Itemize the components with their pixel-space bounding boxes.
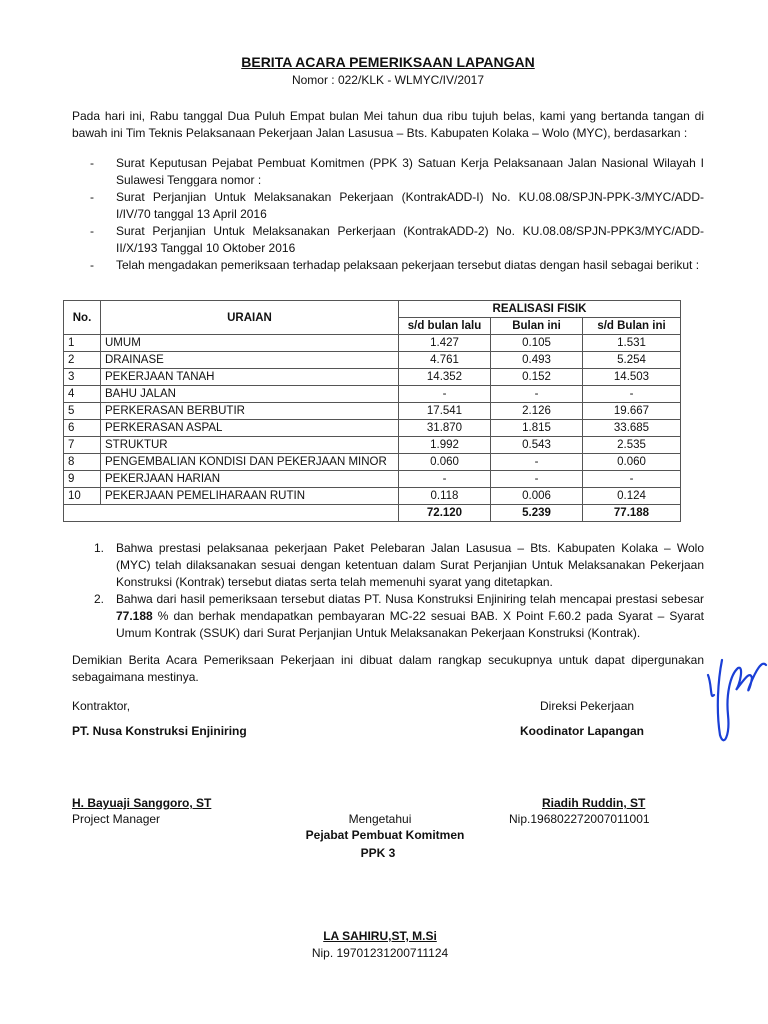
row-uraian: PERKERASAN ASPAL: [101, 420, 399, 437]
col-header: s/d Bulan ini: [583, 318, 681, 335]
row-number: 6: [64, 420, 101, 437]
row-value: 5.254: [583, 352, 681, 369]
row-value: -: [399, 386, 491, 403]
findings-list: [90, 540, 704, 642]
row-value: 1.531: [583, 335, 681, 352]
row-value: 2.535: [583, 437, 681, 454]
basis-list: [90, 155, 704, 274]
table-row: [64, 420, 681, 437]
row-uraian: STRUKTUR: [101, 437, 399, 454]
document-number: Nomor : 022/KLK - WLMYC/IV/2017: [291, 73, 485, 87]
row-value: 31.870: [399, 420, 491, 437]
row-value: 17.541: [399, 403, 491, 420]
intro-paragraph: Pada hari ini, Rabu tanggal Dua Puluh Empat bulan Mei tahun dua ribu tujuh belas, kami yang bertanda tangan di bawah ini Tim Teknis Pelaksanaan Pekerjaan Jalan Lasusua – Bts. Kabupaten Kolaka – Wolo (MYC), berdasarkan :: [72, 109, 704, 140]
row-value: 1.427: [399, 335, 491, 352]
total-row: [64, 505, 681, 522]
koordinator-label: Koodinator Lapangan: [520, 724, 644, 738]
row-uraian: PERKERASAN BERBUTIR: [101, 403, 399, 420]
row-number: 3: [64, 369, 101, 386]
koordinator-nip: Nip.196802272007011001: [509, 812, 650, 826]
table-row: [64, 386, 681, 403]
ppk-nip: Nip. 19701231200711124: [311, 946, 449, 960]
row-uraian: UMUM: [101, 335, 399, 352]
list-item: - Surat Perjanjian Untuk Melaksanakan Perkerjaan (KontrakADD-2) No. KU.08.08/SPJN-PPK3/MYC/ADD-II/X/193 Tanggal 10 Oktober 2016: [90, 223, 704, 257]
total-cell: 72.120: [399, 505, 491, 522]
row-value: 0.124: [583, 488, 681, 505]
pm-role: Project Manager: [72, 812, 161, 826]
row-number: 7: [64, 437, 101, 454]
row-value: 0.118: [399, 488, 491, 505]
row-value: 19.667: [583, 403, 681, 420]
row-value: -: [491, 454, 583, 471]
row-uraian: PEKERJAAN HARIAN: [101, 471, 399, 488]
col-header-realisasi: REALISASI FISIK: [399, 301, 681, 318]
signature-image: [700, 640, 768, 750]
row-value: 1.992: [399, 437, 491, 454]
item-text: Bahwa prestasi pelaksanaa pekerjaan Paket Pelebaran Jalan Lasusua – Bts. Kabupaten Kolaka – Wolo (MYC) telah dilaksanakan sesuai dengan ketentuan dalam Surat Perjanjian Untuk Melaksanakan Pekerjaan Konstruksi (Kontrak) tersebut diatas serta telah memenuhi syarat yang ditetapkan.: [116, 541, 704, 589]
row-number: 1: [64, 335, 101, 352]
row-value: -: [583, 386, 681, 403]
row-number: 10: [64, 488, 101, 505]
row-value: 2.126: [491, 403, 583, 420]
total-cell: 77.188: [583, 505, 681, 522]
row-value: -: [491, 386, 583, 403]
list-item: - Surat Keputusan Pejabat Pembuat Komitmen (PPK 3) Satuan Kerja Pelaksanaan Jalan Nasional Wilayah I Sulawesi Tenggara nomor :: [90, 155, 704, 189]
list-item: [90, 540, 704, 591]
col-header: s/d bulan lalu: [399, 318, 491, 335]
list-item: [90, 591, 704, 642]
row-number: 2: [64, 352, 101, 369]
row-value: 0.060: [399, 454, 491, 471]
row-value: 0.060: [583, 454, 681, 471]
mengetahui-label: Mengetahui: [348, 812, 412, 826]
row-value: 0.493: [491, 352, 583, 369]
ppk-label: PPK 3: [360, 846, 396, 860]
ppk-title: Pejabat Pembuat Komitmen: [305, 828, 465, 842]
row-value: 0.006: [491, 488, 583, 505]
row-value: 0.543: [491, 437, 583, 454]
realisasi-table: [63, 300, 681, 522]
col-header-no: No.: [64, 301, 101, 335]
item-text: % dan berhak mendapatkan pembayaran MC-22 sesuai BAB. X Point F.60.2 pada Syarat – Syarat Umum Kontrak (SSUK) dari Surat Perjanjian Untuk Melaksanakan Pekerjaan Konstruksi (Kontrak).: [116, 609, 704, 640]
ppk-name: LA SAHIRU,ST, M.Si: [323, 929, 437, 943]
row-number: 9: [64, 471, 101, 488]
company-name: PT. Nusa Konstruksi Enjiniring: [72, 724, 247, 738]
row-uraian: PENGEMBALIAN KONDISI DAN PEKERJAAN MINOR: [101, 454, 399, 471]
table-row: [64, 335, 681, 352]
pm-name: H. Bayuaji Sanggoro, ST: [72, 796, 212, 810]
table-row: [64, 352, 681, 369]
total-cell: 5.239: [491, 505, 583, 522]
col-header: Bulan ini: [491, 318, 583, 335]
row-value: 4.761: [399, 352, 491, 369]
row-value: -: [399, 471, 491, 488]
row-uraian: BAHU JALAN: [101, 386, 399, 403]
document-title: BERITA ACARA PEMERIKSAAN LAPANGAN: [241, 54, 535, 70]
row-uraian: PEKERJAAN TANAH: [101, 369, 399, 386]
table-row: [64, 471, 681, 488]
row-number: 4: [64, 386, 101, 403]
row-value: -: [583, 471, 681, 488]
list-item: - Telah mengadakan pemeriksaan terhadap pelaksaan pekerjaan tersebut diatas dengan hasil sebagai berikut :: [90, 257, 704, 274]
table-row: [64, 403, 681, 420]
item-text: Bahwa dari hasil pemeriksaan tersebut diatas PT. Nusa Konstruksi Enjiniring telah mencapai prestasi sebesar: [116, 592, 704, 606]
col-header-uraian: URAIAN: [101, 301, 399, 335]
row-value: -: [491, 471, 583, 488]
kontraktor-label: Kontraktor,: [72, 699, 131, 713]
row-number: 5: [64, 403, 101, 420]
row-uraian: PEKERJAAN PEMELIHARAAN RUTIN: [101, 488, 399, 505]
row-value: 1.815: [491, 420, 583, 437]
table-row: [64, 437, 681, 454]
row-uraian: DRAINASE: [101, 352, 399, 369]
table-row: [64, 454, 681, 471]
row-value: 33.685: [583, 420, 681, 437]
row-value: 0.105: [491, 335, 583, 352]
item-number: 2.: [94, 592, 105, 606]
row-value: 14.352: [399, 369, 491, 386]
row-value: 14.503: [583, 369, 681, 386]
item-number: 1.: [94, 541, 105, 555]
table-row: [64, 488, 681, 505]
prestasi-value: 77.188: [116, 609, 153, 623]
row-value: 0.152: [491, 369, 583, 386]
list-item: - Surat Perjanjian Untuk Melaksanakan Pekerjaan (KontrakADD-I) No. KU.08.08/SPJN-PPK-3/MYC/ADD-I/IV/70 tanggal 13 April 2016: [90, 189, 704, 223]
koordinator-name: Riadih Ruddin, ST: [542, 796, 646, 810]
direksi-label: Direksi Pekerjaan: [540, 699, 635, 713]
table-row: [64, 369, 681, 386]
row-number: 8: [64, 454, 101, 471]
closing-paragraph: Demikian Berita Acara Pemeriksaan Pekerjaan ini dibuat dalam rangkap secukupnya untuk dapat dipergunakan sebagaimana mestinya.: [72, 653, 704, 684]
